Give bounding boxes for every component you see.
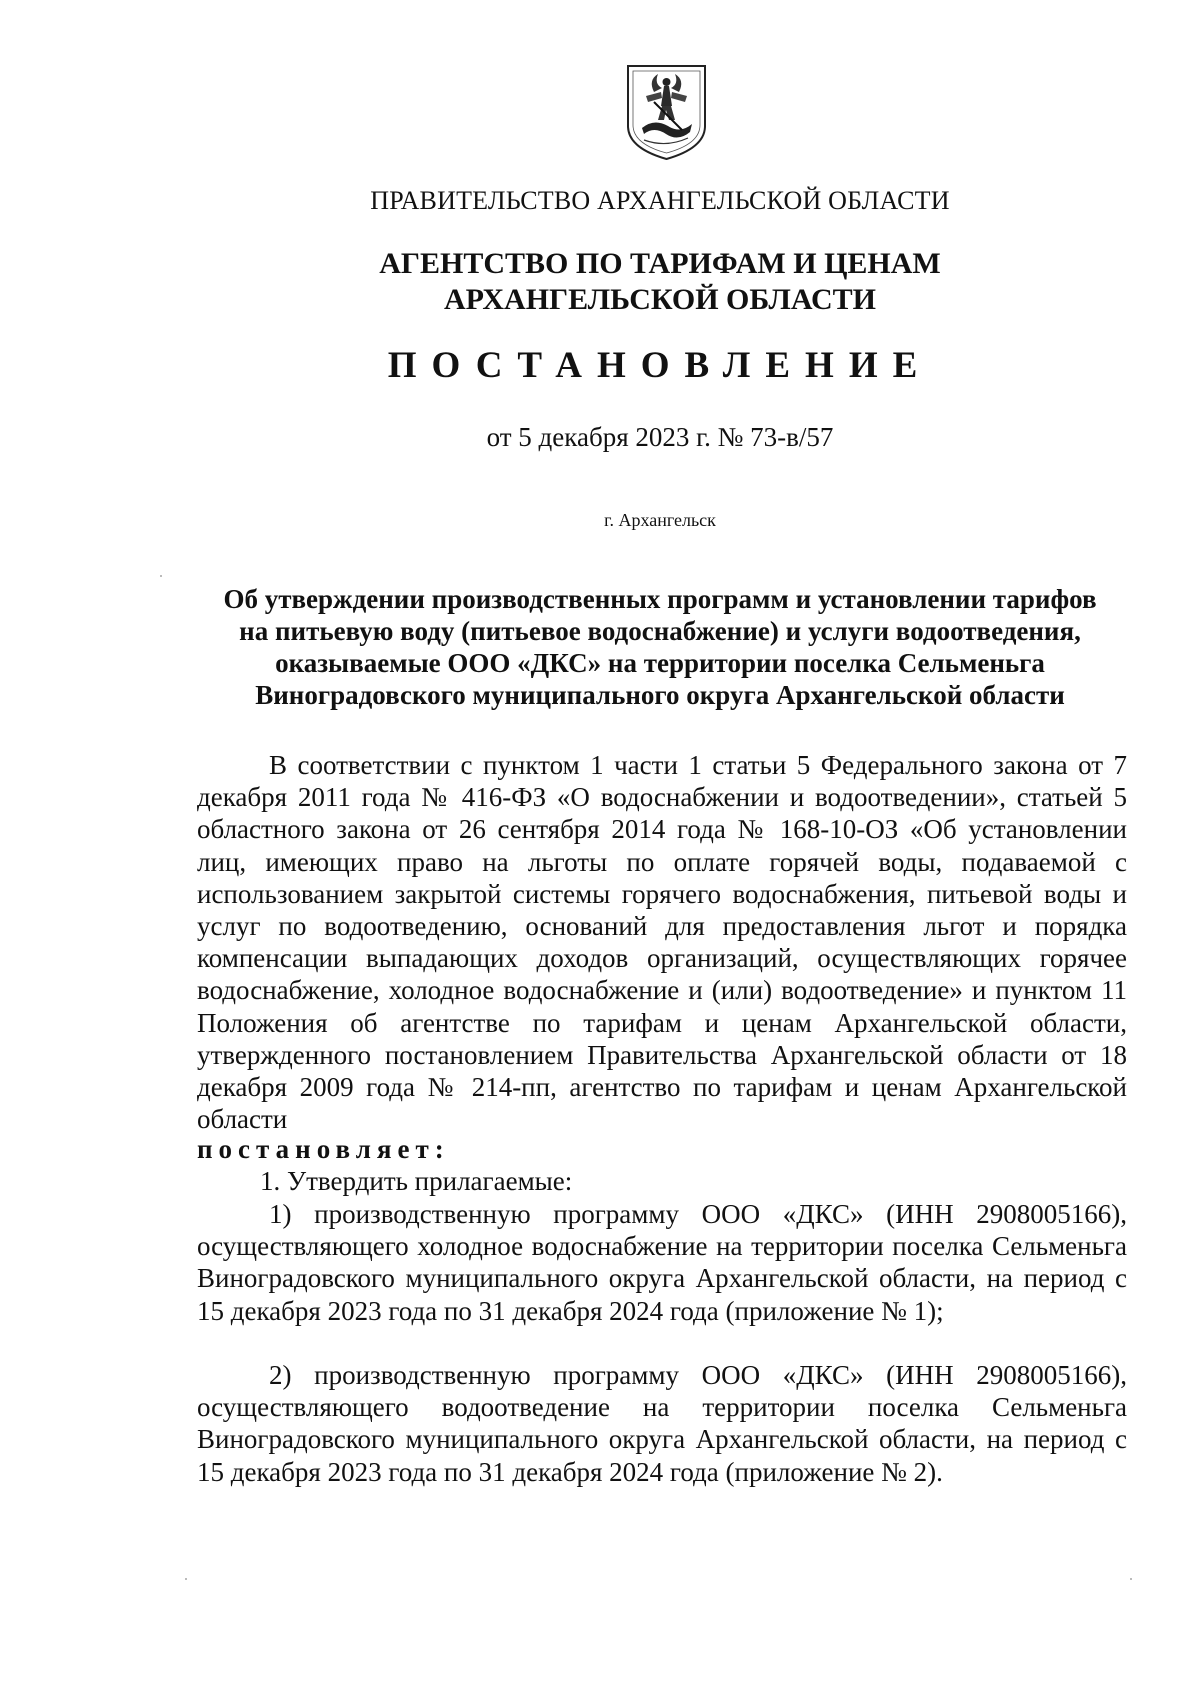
subject-line-3: оказываемые ООО «ДКС» на территории поселка Сельменьга — [275, 648, 1045, 678]
resolves-word: постановляет: — [197, 1134, 450, 1164]
subject-line-4: Виноградовского муниципального округа Архангельской области — [255, 680, 1065, 710]
agency-name-line-2: АРХАНГЕЛЬСКОЙ ОБЛАСТИ — [444, 283, 876, 316]
subject-line-1: Об утверждении производственных программ и установлении тарифов — [223, 584, 1097, 614]
item-1-heading: 1. Утвердить прилагаемые: — [260, 1166, 573, 1196]
sub-item-2-text: 2) производственную программу ООО «ДКС» (ИНН 2908005166), осуществляющего водоотведение на территории поселка Сельменьга Виноградовского муниципального округа Архангельской области, на период с 15 декабря 2023 года по 31 декабря 2024 года (приложение № 2). — [197, 1360, 1127, 1487]
document-type-title: ПОСТАНОВЛЕНИЕ — [387, 345, 933, 386]
sub-item-2 — [197, 1359, 1127, 1488]
subject-line-2: на питьевую воду (питьевое водоснабжение) и услуги водоотведения, — [239, 616, 1081, 646]
scan-speck — [160, 575, 162, 577]
agency-name-line-1: АГЕНТСТВО ПО ТАРИФАМ И ЦЕНАМ — [379, 247, 941, 280]
government-name: ПРАВИТЕЛЬСТВО АРХАНГЕЛЬСКОЙ ОБЛАСТИ — [370, 186, 950, 215]
date-and-number: от 5 декабря 2023 г. № 73-в/57 — [486, 422, 834, 452]
coat-of-arms-icon — [624, 62, 709, 162]
preamble-text: В соответствии с пунктом 1 части 1 статьи 5 Федерального закона от 7 декабря 2011 года № 416-ФЗ «О водоснабжении и водоотведении», статьей 5 областного закона от 26 сентября 2014 года № 168-10-ОЗ «Об установлении лиц, имеющих право на льготы по оплате горячей воды, подаваемой с использованием закрытой системы горячего водоснабжения, питьевой воды и услуг по водоотведению, оснований для предоставления льгот и порядка компенсации выпадающих доходов организаций, осуществляющих горячее водоснабжение, холодное водоснабжение и (или) водоотведение» и пунктом 11 Положения об агентстве по тарифам и ценам Архангельской области, утвержденного постановлением Правительства Архангельской области от 18 декабря 2009 года № 214-пп, агентство по тарифам и ценам Архангельской области — [197, 750, 1127, 1135]
sub-item-1 — [197, 1198, 1127, 1327]
sub-item-1-text: 1) производственную программу ООО «ДКС» (ИНН 2908005166), осуществляющего холодное водоснабжение на территории поселка Сельменьга Виноградовского муниципального округа Архангельской области, на период с 15 декабря 2023 года по 31 декабря 2024 года (приложение № 1); — [197, 1199, 1127, 1326]
scan-speck — [1130, 1578, 1132, 1580]
preamble-paragraph — [197, 749, 1127, 1135]
city-name: г. Архангельск — [604, 510, 716, 530]
scan-speck — [185, 1578, 187, 1580]
